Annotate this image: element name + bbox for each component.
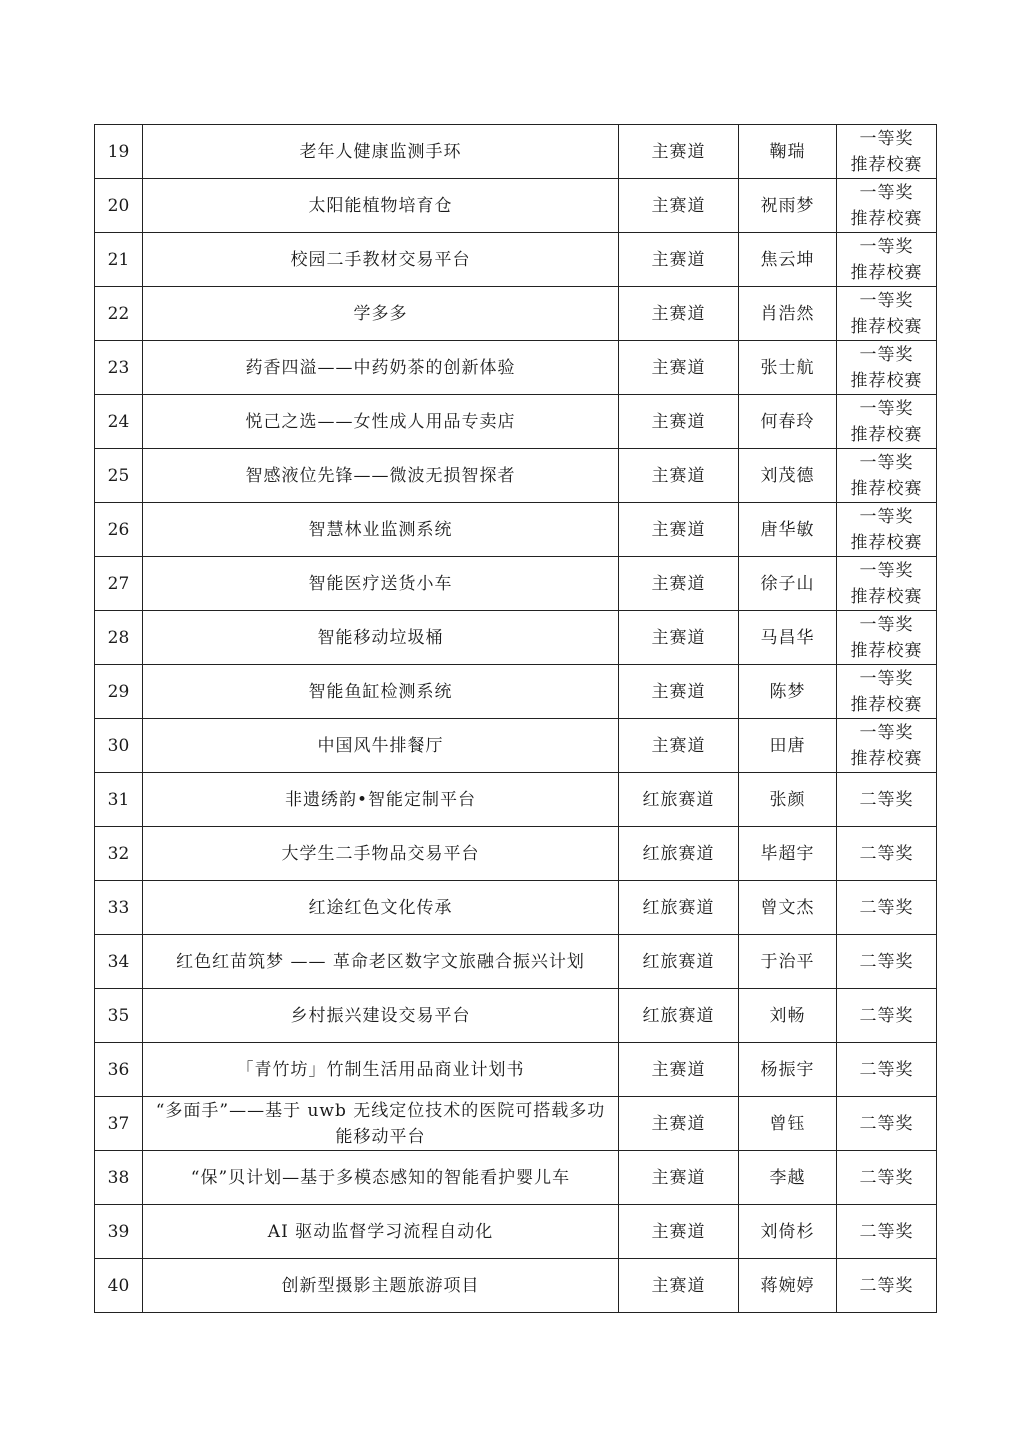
award-cell xyxy=(837,287,937,341)
award-cell xyxy=(837,179,937,233)
row-number: 29 xyxy=(95,665,143,719)
team-leader: 徐子山 xyxy=(739,557,837,611)
row-number: 28 xyxy=(95,611,143,665)
award-cell xyxy=(837,341,937,395)
row-number: 31 xyxy=(95,773,143,827)
project-name: AI 驱动监督学习流程自动化 xyxy=(143,1205,619,1259)
table-row xyxy=(95,611,937,665)
project-name: 学多多 xyxy=(143,287,619,341)
team-leader: 张士航 xyxy=(739,341,837,395)
award-recommendation: 推荐校赛 xyxy=(850,478,923,499)
award-level: 二等奖 xyxy=(859,951,914,972)
row-number: 23 xyxy=(95,341,143,395)
table-row xyxy=(95,449,937,503)
row-number: 32 xyxy=(95,827,143,881)
row-number: 35 xyxy=(95,989,143,1043)
award-recommendation: 推荐校赛 xyxy=(850,748,923,769)
row-number: 33 xyxy=(95,881,143,935)
row-number: 19 xyxy=(95,125,143,179)
award-level: 二等奖 xyxy=(859,1221,914,1242)
team-leader: 曾文杰 xyxy=(739,881,837,935)
project-name: “保”贝计划—基于多模态感知的智能看护婴儿车 xyxy=(143,1151,619,1205)
team-leader: 刘倚杉 xyxy=(739,1205,837,1259)
team-leader: 马昌华 xyxy=(739,611,837,665)
row-number: 25 xyxy=(95,449,143,503)
team-leader: 焦云坤 xyxy=(739,233,837,287)
project-name: “多面手”——基于 uwb 无线定位技术的医院可搭载多功能移动平台 xyxy=(143,1097,619,1151)
award-level: 一等奖 xyxy=(859,614,914,635)
track-name: 主赛道 xyxy=(619,395,739,449)
table-row xyxy=(95,1259,937,1313)
team-leader: 杨振宇 xyxy=(739,1043,837,1097)
project-name: 药香四溢——中药奶茶的创新体验 xyxy=(143,341,619,395)
project-name: 智慧林业监测系统 xyxy=(143,503,619,557)
track-name: 主赛道 xyxy=(619,341,739,395)
project-name: 智能医疗送货小车 xyxy=(143,557,619,611)
track-name: 主赛道 xyxy=(619,233,739,287)
award-cell xyxy=(837,827,937,881)
track-name: 主赛道 xyxy=(619,125,739,179)
table-row xyxy=(95,557,937,611)
award-level: 一等奖 xyxy=(859,290,914,311)
track-name: 主赛道 xyxy=(619,1097,739,1151)
award-recommendation: 推荐校赛 xyxy=(850,154,923,175)
award-cell xyxy=(837,935,937,989)
award-level: 二等奖 xyxy=(859,1113,914,1134)
project-name: 智能鱼缸检测系统 xyxy=(143,665,619,719)
track-name: 红旅赛道 xyxy=(619,773,739,827)
table-row xyxy=(95,719,937,773)
award-level: 一等奖 xyxy=(859,452,914,473)
team-leader: 肖浩然 xyxy=(739,287,837,341)
team-leader: 毕超宇 xyxy=(739,827,837,881)
track-name: 主赛道 xyxy=(619,719,739,773)
award-level: 一等奖 xyxy=(859,236,914,257)
award-level: 一等奖 xyxy=(859,668,914,689)
project-name: 老年人健康监测手环 xyxy=(143,125,619,179)
award-cell xyxy=(837,611,937,665)
team-leader: 刘茂德 xyxy=(739,449,837,503)
row-number: 40 xyxy=(95,1259,143,1313)
award-cell xyxy=(837,395,937,449)
award-level: 一等奖 xyxy=(859,398,914,419)
table-row xyxy=(95,125,937,179)
award-cell xyxy=(837,665,937,719)
track-name: 主赛道 xyxy=(619,449,739,503)
row-number: 20 xyxy=(95,179,143,233)
track-name: 红旅赛道 xyxy=(619,935,739,989)
table-row xyxy=(95,665,937,719)
project-name: 太阳能植物培育仓 xyxy=(143,179,619,233)
award-cell xyxy=(837,557,937,611)
award-cell xyxy=(837,1043,937,1097)
project-name: 创新型摄影主题旅游项目 xyxy=(143,1259,619,1313)
table-row xyxy=(95,395,937,449)
track-name: 主赛道 xyxy=(619,1043,739,1097)
award-table xyxy=(94,124,937,1313)
table-row xyxy=(95,827,937,881)
award-recommendation: 推荐校赛 xyxy=(850,208,923,229)
project-name: 乡村振兴建设交易平台 xyxy=(143,989,619,1043)
team-leader: 祝雨梦 xyxy=(739,179,837,233)
track-name: 红旅赛道 xyxy=(619,989,739,1043)
award-cell xyxy=(837,719,937,773)
project-name: 红途红色文化传承 xyxy=(143,881,619,935)
track-name: 主赛道 xyxy=(619,1151,739,1205)
award-cell xyxy=(837,503,937,557)
team-leader: 张颜 xyxy=(739,773,837,827)
award-cell xyxy=(837,233,937,287)
table-row xyxy=(95,1151,937,1205)
award-level: 一等奖 xyxy=(859,722,914,743)
row-number: 34 xyxy=(95,935,143,989)
table-row xyxy=(95,935,937,989)
table-row xyxy=(95,341,937,395)
award-table-body xyxy=(95,125,937,1313)
row-number: 22 xyxy=(95,287,143,341)
table-row xyxy=(95,1043,937,1097)
table-row xyxy=(95,503,937,557)
award-recommendation: 推荐校赛 xyxy=(850,586,923,607)
team-leader: 李越 xyxy=(739,1151,837,1205)
project-name: 智感液位先锋——微波无损智探者 xyxy=(143,449,619,503)
award-level: 二等奖 xyxy=(859,1005,914,1026)
track-name: 主赛道 xyxy=(619,611,739,665)
table-row xyxy=(95,179,937,233)
team-leader: 于治平 xyxy=(739,935,837,989)
track-name: 主赛道 xyxy=(619,665,739,719)
team-leader: 曾钰 xyxy=(739,1097,837,1151)
award-cell xyxy=(837,989,937,1043)
award-cell xyxy=(837,449,937,503)
award-level: 二等奖 xyxy=(859,789,914,810)
award-level: 二等奖 xyxy=(859,897,914,918)
row-number: 27 xyxy=(95,557,143,611)
award-level: 二等奖 xyxy=(859,843,914,864)
award-cell xyxy=(837,125,937,179)
team-leader: 唐华敏 xyxy=(739,503,837,557)
award-cell xyxy=(837,1259,937,1313)
team-leader: 陈梦 xyxy=(739,665,837,719)
team-leader: 鞠瑞 xyxy=(739,125,837,179)
team-leader: 蒋婉婷 xyxy=(739,1259,837,1313)
track-name: 主赛道 xyxy=(619,287,739,341)
award-cell xyxy=(837,773,937,827)
row-number: 26 xyxy=(95,503,143,557)
project-name: 中国风牛排餐厅 xyxy=(143,719,619,773)
table-row xyxy=(95,287,937,341)
track-name: 主赛道 xyxy=(619,1259,739,1313)
award-level: 一等奖 xyxy=(859,128,914,149)
project-name: 智能移动垃圾桶 xyxy=(143,611,619,665)
row-number: 30 xyxy=(95,719,143,773)
team-leader: 田唐 xyxy=(739,719,837,773)
track-name: 主赛道 xyxy=(619,557,739,611)
row-number: 37 xyxy=(95,1097,143,1151)
award-level: 一等奖 xyxy=(859,560,914,581)
track-name: 主赛道 xyxy=(619,503,739,557)
table-row xyxy=(95,773,937,827)
track-name: 红旅赛道 xyxy=(619,827,739,881)
row-number: 39 xyxy=(95,1205,143,1259)
award-recommendation: 推荐校赛 xyxy=(850,424,923,445)
award-cell xyxy=(837,1205,937,1259)
award-level: 一等奖 xyxy=(859,344,914,365)
row-number: 21 xyxy=(95,233,143,287)
award-cell xyxy=(837,1151,937,1205)
award-recommendation: 推荐校赛 xyxy=(850,262,923,283)
award-recommendation: 推荐校赛 xyxy=(850,694,923,715)
table-row xyxy=(95,881,937,935)
award-level: 一等奖 xyxy=(859,506,914,527)
award-level: 一等奖 xyxy=(859,182,914,203)
table-row xyxy=(95,233,937,287)
track-name: 主赛道 xyxy=(619,1205,739,1259)
row-number: 24 xyxy=(95,395,143,449)
project-name: 校园二手教材交易平台 xyxy=(143,233,619,287)
team-leader: 何春玲 xyxy=(739,395,837,449)
team-leader: 刘畅 xyxy=(739,989,837,1043)
award-cell xyxy=(837,881,937,935)
project-name: 悦己之选——女性成人用品专卖店 xyxy=(143,395,619,449)
award-recommendation: 推荐校赛 xyxy=(850,370,923,391)
project-name: 非遗绣韵•智能定制平台 xyxy=(143,773,619,827)
table-row xyxy=(95,989,937,1043)
award-level: 二等奖 xyxy=(859,1059,914,1080)
project-name: 红色红苗筑梦 —— 革命老区数字文旅融合振兴计划 xyxy=(143,935,619,989)
project-name: 大学生二手物品交易平台 xyxy=(143,827,619,881)
award-recommendation: 推荐校赛 xyxy=(850,532,923,553)
track-name: 主赛道 xyxy=(619,179,739,233)
track-name: 红旅赛道 xyxy=(619,881,739,935)
award-recommendation: 推荐校赛 xyxy=(850,640,923,661)
row-number: 38 xyxy=(95,1151,143,1205)
award-level: 二等奖 xyxy=(859,1167,914,1188)
award-level: 二等奖 xyxy=(859,1275,914,1296)
project-name: 「青竹坊」竹制生活用品商业计划书 xyxy=(143,1043,619,1097)
table-row xyxy=(95,1097,937,1151)
award-recommendation: 推荐校赛 xyxy=(850,316,923,337)
award-cell xyxy=(837,1097,937,1151)
row-number: 36 xyxy=(95,1043,143,1097)
table-row xyxy=(95,1205,937,1259)
